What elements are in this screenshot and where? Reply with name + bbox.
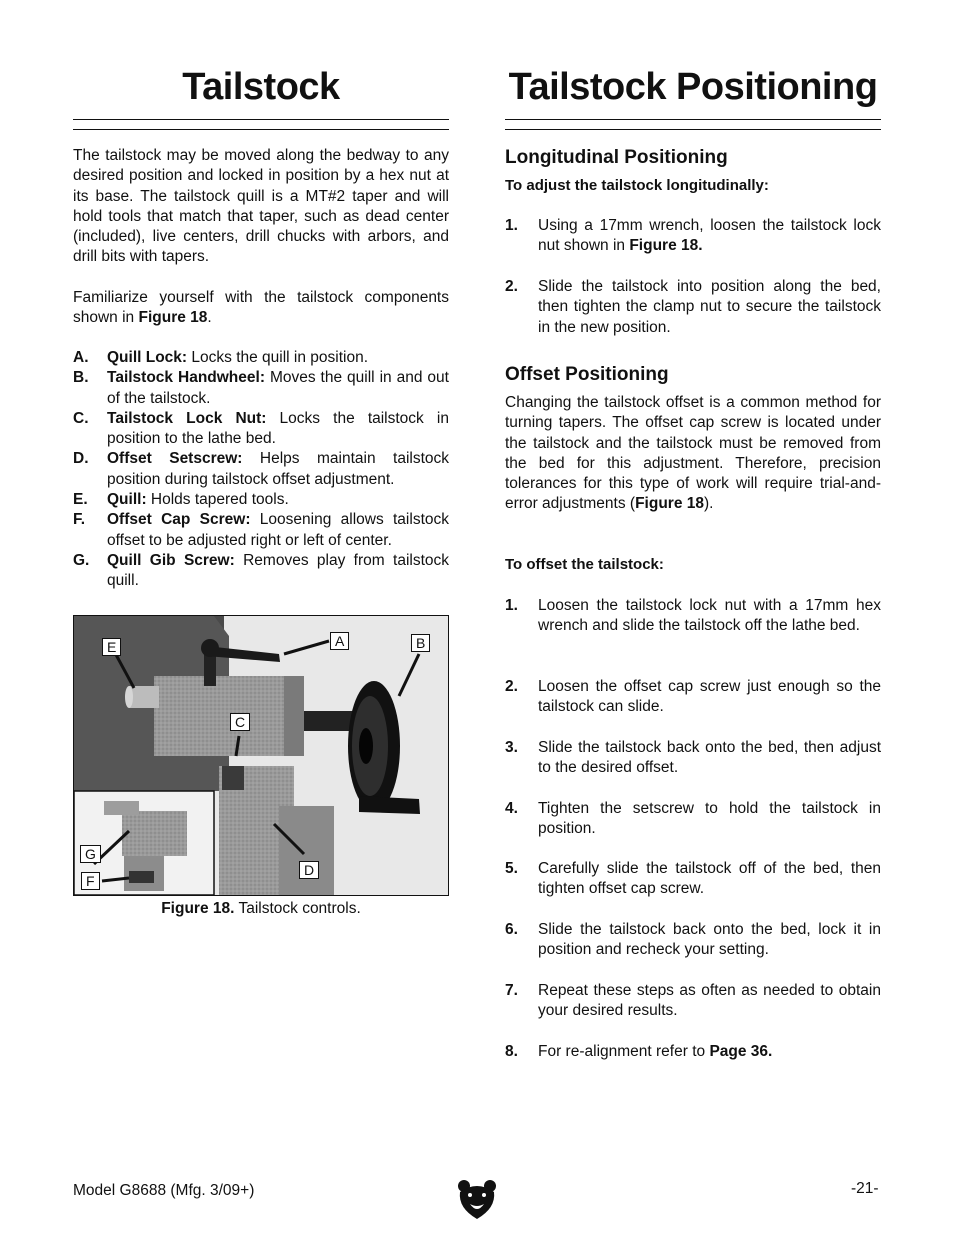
figure-label-a: A <box>330 632 349 650</box>
offset-step-2: 2. Loosen the offset cap screw just enough so the tailstock can slide. <box>505 678 881 716</box>
longitudinal-step-2: 2. Slide the tailstock into position along the bed, then tighten the clamp nut to secure the tailstock in the new position. <box>505 278 881 336</box>
offset-step-3: 3. Slide the tailstock back onto the bed, then adjust to the desired offset. <box>505 739 881 777</box>
figure-label-f: F <box>81 872 100 890</box>
footer-page-number: -21- <box>851 1180 879 1197</box>
title-rule-bottom <box>73 129 449 130</box>
figure-18-tailstock-photo <box>73 615 449 896</box>
offset-step-8: 8. For re-alignment refer to Page 36. <box>505 1043 773 1060</box>
offset-step-4: 4. Tighten the setscrew to hold the tailstock in position. <box>505 800 881 838</box>
component-item-e: E. Quill: Holds tapered tools. <box>73 491 289 509</box>
offset-subheading: To offset the tailstock: <box>505 556 664 573</box>
component-item-g: G. Quill Gib Screw: Removes play from tailstock quill. <box>73 551 450 590</box>
familiarize-paragraph: Familiarize yourself with the tailstock components shown in Figure 18. <box>73 289 449 327</box>
component-item-f: F. Offset Cap Screw: Loosening allows tailstock offset to be adjusted right or left of center. <box>73 511 449 549</box>
tailstock-intro: The tailstock may be moved along the bedway to any desired position and locked in position by a hex nut at its base. The tailstock quill is a MT#2 taper and will hold tools that match that taper, such as dead center (included), live centers, drill chucks with arbors, and drill bits with tapers. <box>73 147 449 266</box>
component-item-c: C. Tailstock Lock Nut: Locks the tailstock in position to the lathe bed. <box>73 409 449 448</box>
title-rule-top <box>73 119 449 120</box>
figure-label-e: E <box>102 638 121 656</box>
figure-18-caption: Figure 18. Tailstock controls. <box>161 900 361 917</box>
offset-step-5: 5. Carefully slide the tailstock off of the bed, then tighten offset cap screw. <box>505 860 881 898</box>
offset-step-1: 1. Loosen the tailstock lock nut with a 17mm hex wrench and slide the tailstock off the lathe bed. <box>505 597 881 635</box>
tailstock-illustration <box>74 616 448 895</box>
footer-model: Model G8688 (Mfg. 3/09+) <box>73 1182 255 1199</box>
longitudinal-heading: Longitudinal Positioning <box>505 147 728 168</box>
offset-step-6: 6. Slide the tailstock back onto the bed, lock it in position and recheck your setting. <box>505 921 881 959</box>
component-item-d: D. Offset Setscrew: Helps maintain tailstock position during tailstock offset adjustment. <box>73 450 450 488</box>
figure-label-d: D <box>299 861 319 879</box>
component-list <box>73 348 449 592</box>
title-rule-top <box>505 119 881 120</box>
title-rule-bottom <box>505 129 881 130</box>
tailstock-title: Tailstock <box>182 66 340 108</box>
longitudinal-step-1: 1. Using a 17mm wrench, loosen the tailstock lock nut shown in Figure 18. <box>505 217 881 255</box>
component-item-a: A. Quill Lock: Locks the quill in position. <box>73 349 369 366</box>
tailstock-positioning-title: Tailstock Positioning <box>508 66 878 108</box>
figure-label-b: B <box>411 634 430 652</box>
bear-head-logo-icon <box>456 1178 498 1220</box>
figure-label-g: G <box>80 845 101 863</box>
component-item-b: B. Tailstock Handwheel: Moves the quill in and out of the tailstock. <box>73 369 449 407</box>
offset-heading: Offset Positioning <box>505 364 669 385</box>
longitudinal-subheading: To adjust the tailstock longitudinally: <box>505 177 769 194</box>
offset-step-7: 7. Repeat these steps as often as needed to obtain your desired results. <box>505 982 881 1020</box>
offset-intro: Changing the tailstock offset is a common method for turning tapers. The offset cap screw is located under the tailstock and the tailstock must be removed from the bed for this adjustment. Therefore, precision tolerances for this type of work will require trial-and-error adjustments (Figure 18). <box>505 394 881 513</box>
figure-label-c: C <box>230 713 250 731</box>
